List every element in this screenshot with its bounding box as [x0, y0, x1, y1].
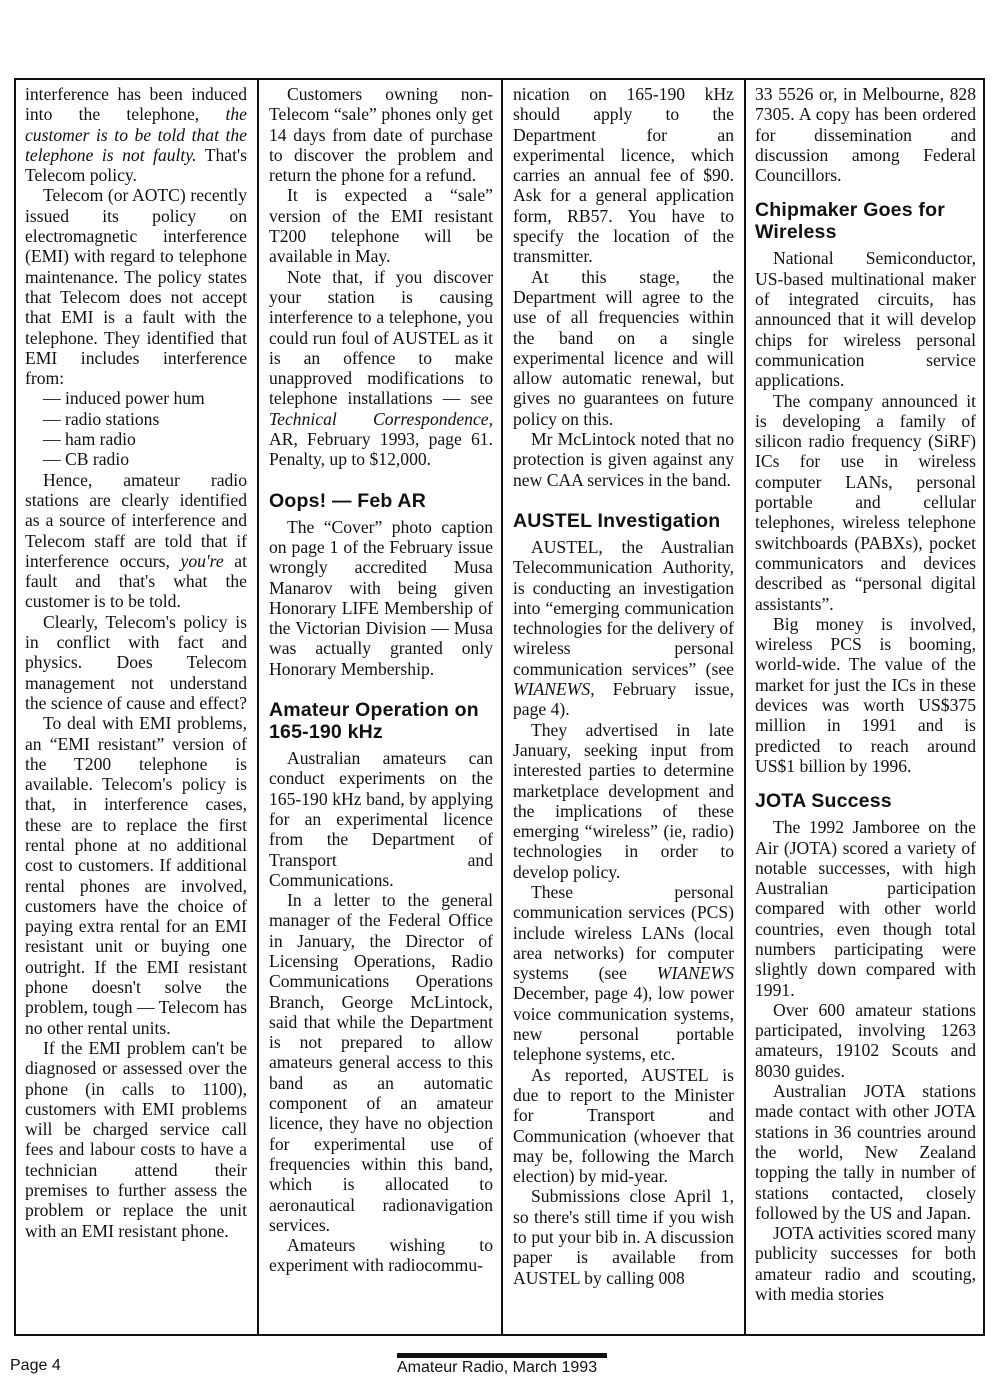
paragraph: Note that, if you discover your station is causing interference to a telephone, you could run foul of AUSTEL as it is an offence to make unapproved modifications to telephone installations — see Technical Correspondence, AR, February 1993, page 61. Penalty, up to $12,000. [269, 266, 493, 470]
list-item: — induced power hum [43, 388, 205, 409]
column-rule [257, 80, 259, 1334]
paragraph: JOTA activities scored many publicity successes for both amateur radio and scouting, with media stories [755, 1223, 976, 1305]
section-heading: Oops! — Feb AR [269, 489, 426, 512]
paragraph: The “Cover” photo caption on page 1 of the February issue wrongly accredited Musa Manarov with being given Honorary LIFE Membership of the Victorian Division — Musa was actually granted only Honorary Membership. [269, 516, 493, 679]
paragraph: Mr McLintock noted that no protection is given against any new CAA services in the band. [513, 429, 734, 490]
column-4 [755, 84, 976, 1332]
section-heading: AUSTEL Investigation [513, 509, 721, 532]
section-heading: Chipmaker Goes for Wireless [755, 199, 945, 244]
paragraph: Big money is involved, wireless PCS is booming, world-wide. The value of the market for just the ICs in these devices was worth US$375 million in 1991 and is predicted to reach around US$1 billion by 1996. [755, 613, 976, 776]
paragraph: Telecom (or AOTC) recently issued its policy on electromagnetic interference (EMI) with regard to telephone maintenance. The policy states that Telecom does not accept that EMI is a fault with the telephone. They identified that EMI includes interference from: [25, 185, 247, 389]
footer-rule [397, 1353, 607, 1358]
column-rule [744, 80, 746, 1334]
paragraph: AUSTEL, the Australian Telecommunication Authority, is conducting an investigation into “emerging communication technologies for the delivery of wireless personal communication services” (see WIANEWS, February issue, page 4). [513, 536, 734, 720]
column-3 [513, 84, 734, 1332]
paragraph: Over 600 amateur stations participated, involving 1263 amateurs, 19102 Scouts and 8030 guides. [755, 999, 976, 1081]
list-item: — radio stations [43, 408, 160, 429]
page-number: Page 4 [10, 1357, 61, 1374]
paragraph: They advertised in late January, seeking input from interested parties to determine marketplace development and the implications of these emerging “wireless” (ie, radio) technologies in order to develop policy. [513, 719, 734, 882]
paragraph: Hence, amateur radio stations are clearly identified as a source of interference and Telecom staff are told that if interference occurs, you're at fault and that's what the customer is to be told. [25, 469, 247, 612]
section-heading: Amateur Operation on 165-190 kHz [269, 699, 479, 744]
paragraph: As reported, AUSTEL is due to report to the Minister for Transport and Communication (whoever that may be, following the March election) by mid-year. [513, 1064, 734, 1187]
paragraph: At this stage, the Department will agree to the use of all frequencies within the band on a single experimental licence and will allow automatic renewal, but gives no guarantees on future policy on this. [513, 266, 734, 429]
publication-footer: Amateur Radio, March 1993 [397, 1359, 598, 1376]
paragraph: interference has been induced into the telephone, the customer is to be told that the telephone is not faulty. That's Telecom policy. [25, 84, 247, 186]
paragraph: nication on 165-190 kHz should apply to the Department for an experimental licence, which carries an annual fee of $90. Ask for a general application form, RB57. You have to specify the location of the transmitter. [513, 84, 734, 267]
column-1 [25, 84, 247, 1332]
list-item: — ham radio [43, 429, 136, 450]
paragraph: These personal communication services (PCS) include wireless LANs (local area networks) for computer systems (see WIANEWS December, page 4), low power voice communication systems, new personal portable telephone systems, etc. [513, 881, 734, 1065]
paragraph: Australian JOTA stations made contact with other JOTA stations in 36 countries around the world, New Zealand topping the tally in number of stations contacted, closely followed by the US and Japan. [755, 1081, 976, 1223]
paragraph: Australian amateurs can conduct experiments on the 165-190 kHz band, by applying for an experimental licence from the Department of Transport and Communications. [269, 748, 493, 890]
paragraph: National Semiconductor, US-based multinational maker of integrated circuits, has announced that it will develop chips for wireless personal communication service applications. [755, 248, 976, 391]
paragraph: Clearly, Telecom's policy is in conflict with fact and physics. Does Telecom management not understand the science of cause and effect? [25, 611, 247, 713]
paragraph: It is expected a “sale” version of the EMI resistant T200 telephone will be available in May. [269, 185, 493, 267]
paragraph: To deal with EMI problems, an “EMI resistant” version of the T200 telephone is available. Telecom's policy is that, in interference cases, these are to replace the first rental phone at no additional cost to customers. If additional rental phones are involved, customers have the choice of paying extra rental for an EMI resistant unit or buying one outright. If the EMI resistant phone doesn't solve the problem, tough — Telecom has no other rental units. [25, 713, 247, 1038]
paragraph: The company announced it is developing a family of silicon radio frequency (SiRF) ICs for use in wireless computer LANs, personal portable and cellular telephones, wireless telephone switchboards (PABXs), pocket communicators and devices described as “personal digital assistants”. [755, 390, 976, 614]
column-2 [269, 84, 493, 1332]
paragraph: In a letter to the general manager of the Federal Office in January, the Director of Licensing Operations, Radio Communications Operations Branch, George McLintock, said that while the Department is not prepared to allow amateurs general access to this band as an automatic component of an amateur licence, they have no objection for experimental use of frequencies within this band, which is allocated to aeronautical radionavigation services. [269, 890, 493, 1235]
column-rule [501, 80, 503, 1334]
paragraph: Amateurs wishing to experiment with radiocommu- [269, 1235, 493, 1276]
paragraph: 33 5526 or, in Melbourne, 828 7305. A copy has been ordered for dissemination and discussion among Federal Councillors. [755, 84, 976, 186]
list-item: — CB radio [43, 449, 130, 470]
paragraph: Customers owning non-Telecom “sale” phones only get 14 days from date of purchase to discover the problem and return the phone for a refund. [269, 84, 493, 186]
paragraph: Submissions close April 1, so there's still time if you wish to put your bib in. A discussion paper is available from AUSTEL by calling 008 [513, 1186, 734, 1288]
section-heading: JOTA Success [755, 790, 892, 813]
paragraph: If the EMI problem can't be diagnosed or assessed over the phone (in calls to 1100), customers with EMI problems will be charged service call fees and labour costs to have a technician attend their premises to further assess the problem or replace the unit with an EMI resistant phone. [25, 1037, 247, 1241]
paragraph: The 1992 Jamboree on the Air (JOTA) scored a variety of notable successes, with high Australian participation compared with other world countries, even though total numbers participating were slightly down compared with 1991. [755, 817, 976, 1000]
